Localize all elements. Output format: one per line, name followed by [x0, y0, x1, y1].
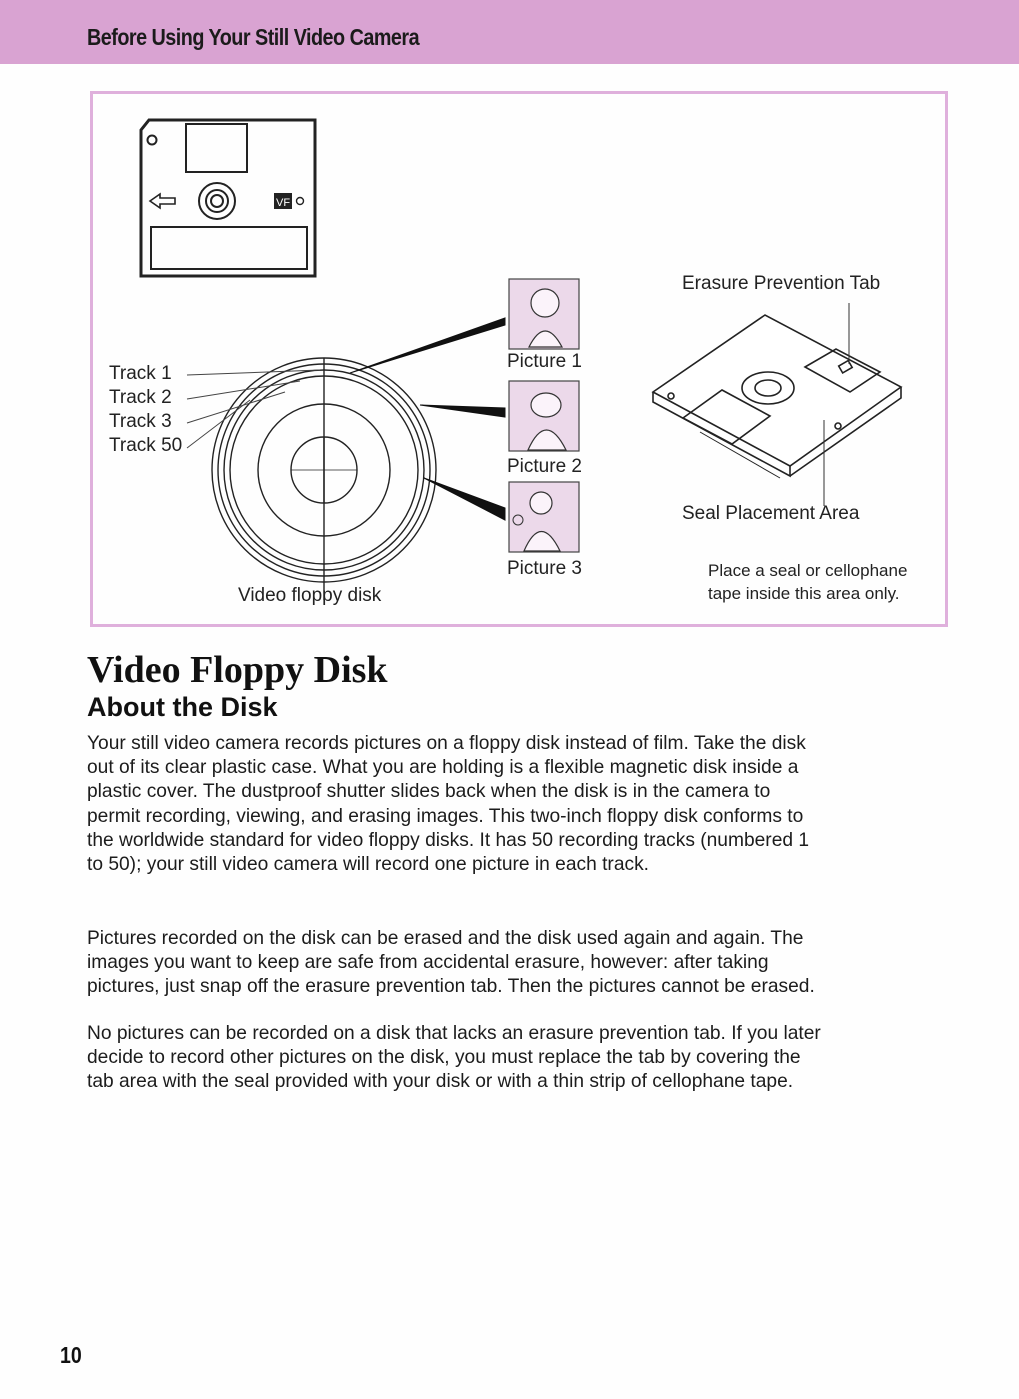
- section-subtitle: About the Disk: [87, 692, 278, 722]
- track-1-label: Track 1: [109, 363, 172, 384]
- magnetic-disk-diagram: [212, 358, 436, 600]
- track-3-label: Track 3: [109, 411, 172, 432]
- isometric-disk-diagram: [653, 315, 901, 478]
- seal-note-line-2: tape inside this area only.: [708, 584, 900, 603]
- seal-placement-area-label: Seal Placement Area: [682, 503, 860, 524]
- picture-3-label: Picture 3: [507, 558, 582, 579]
- page-header-title: Before Using Your Still Video Camera: [87, 24, 420, 50]
- page-number: 10: [60, 1342, 82, 1368]
- picture-3-thumbnail: [509, 482, 579, 552]
- paragraph-2: Pictures recorded on the disk can be erased and the disk used again and again. The images you want to keep are safe from accidental erasure, however: after taking pictures, just snap off the erasure prevention tab. Then the pictures cannot be erased.: [87, 928, 815, 998]
- video-floppy-disk-label: Video floppy disk: [238, 585, 382, 606]
- picture-1-thumbnail: [509, 279, 579, 349]
- picture-2-label: Picture 2: [507, 456, 582, 477]
- paragraph-3: No pictures can be recorded on a disk that lacks an erasure prevention tab. If you later decide to record other pictures on the disk, you must replace the tab by covering the tab area with the seal provided with your disk or with a thin strip of cellophane tape.: [87, 1023, 821, 1093]
- svg-text:VF: VF: [276, 197, 291, 209]
- section-title: Video Floppy Disk: [87, 649, 388, 691]
- erasure-prevention-tab-label: Erasure Prevention Tab: [682, 273, 881, 294]
- picture-1-label: Picture 1: [507, 351, 582, 372]
- paragraph-1: Your still video camera records pictures on a floppy disk instead of film. Take the disk out of its clear plastic case. What you are holding is a flexible magnetic disk inside a plastic cover. The dustproof shutter slides back when the disk is in the camera to permit recording, viewing, and erasing images. This two-inch floppy disk conforms to the worldwide standard for video floppy disks. It has 50 recording tracks (numbered 1 to 50); your still video camera will record one picture in each track.: [87, 733, 810, 876]
- track-2-label: Track 2: [109, 387, 172, 408]
- picture-2-thumbnail: [509, 381, 579, 451]
- vf-badge-icon: [274, 193, 304, 209]
- seal-note-line-1: Place a seal or cellophane: [708, 561, 908, 580]
- track-50-label: Track 50: [109, 435, 183, 456]
